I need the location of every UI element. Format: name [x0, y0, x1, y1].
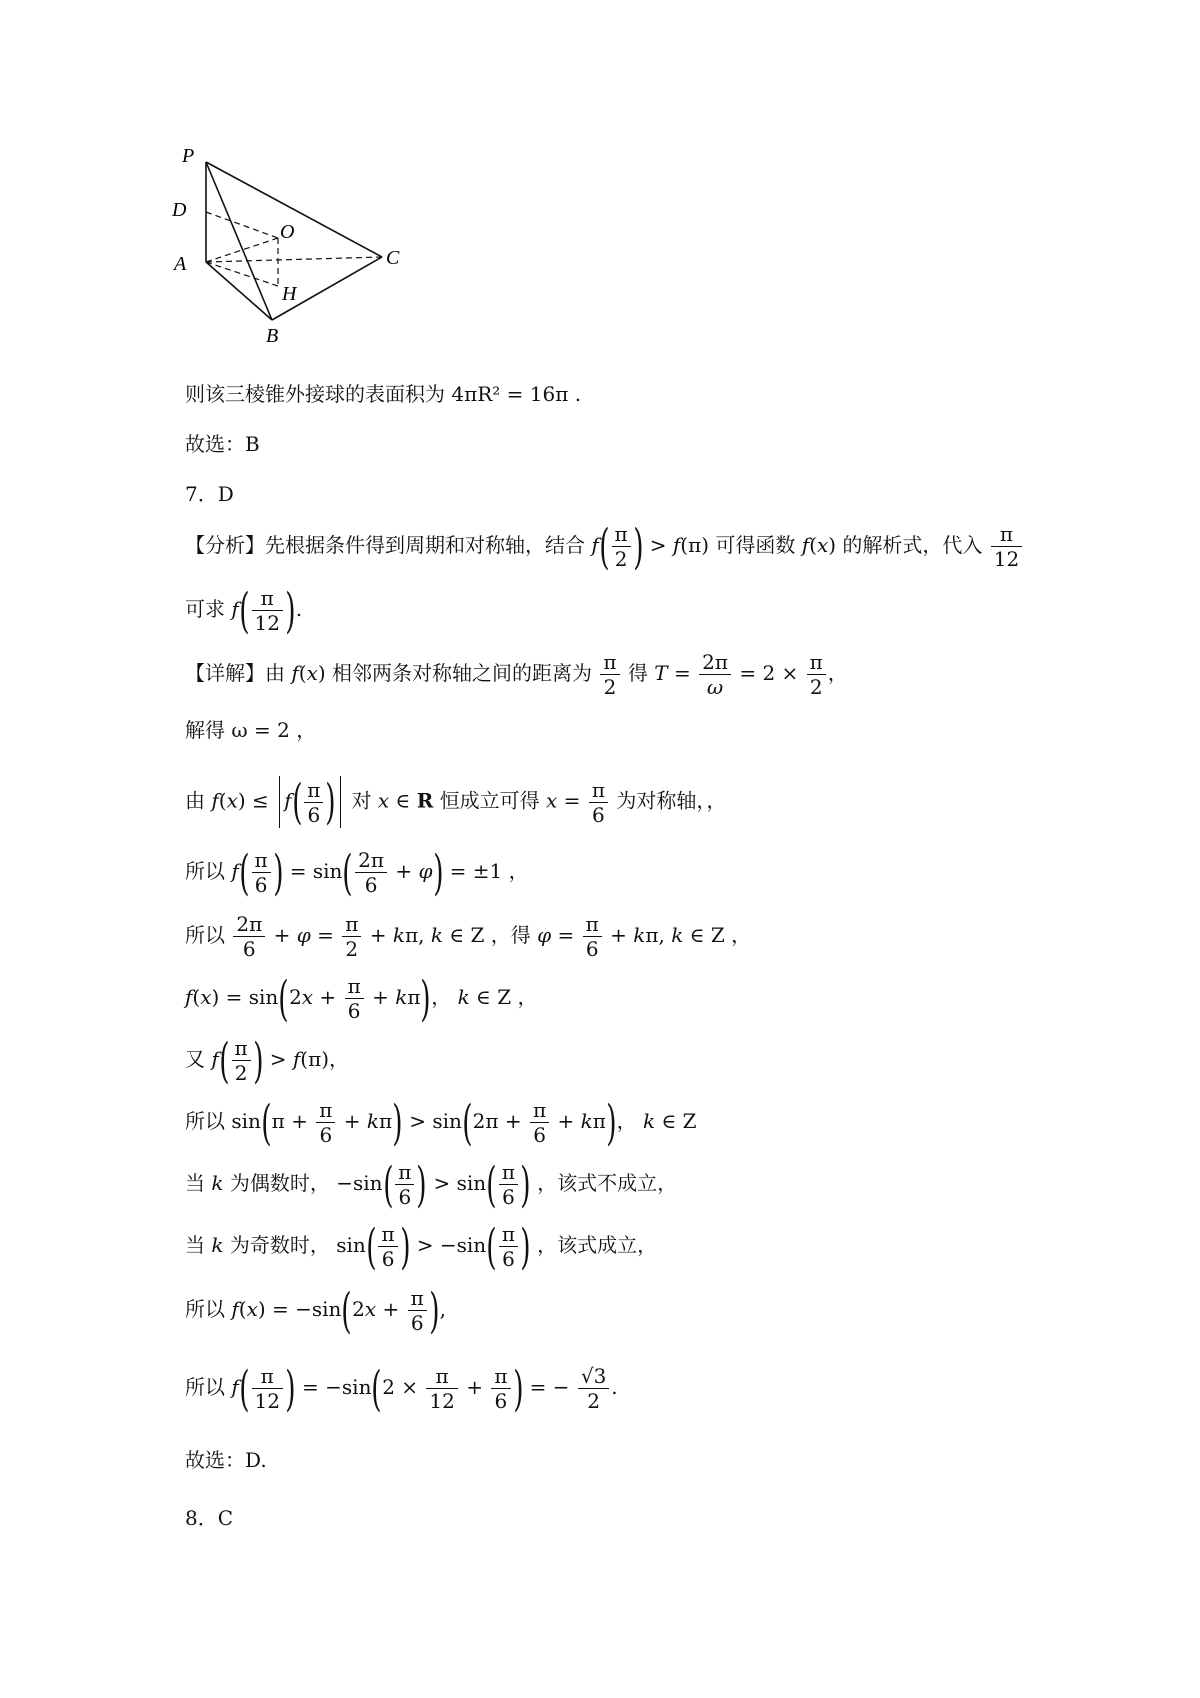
question-number: 7．D	[185, 482, 234, 506]
question-number: 8．C	[185, 1506, 234, 1530]
label-C: C	[386, 247, 400, 269]
label-B: B	[266, 325, 279, 347]
analysis-line: 可求 f( $\frac{\pi}{12}$ ).	[185, 582, 303, 639]
detail-line: 当 k 为奇数时， sin( $\frac{\pi}{6}$ ) > −sin( $\frac{\pi}{6}$ ) ，该式成立，	[185, 1218, 658, 1275]
text-line: 故选：B	[185, 432, 260, 456]
detail-line: 所以 $\frac{2\pi}{6}$ + φ = $\frac{\pi}{2}$ + kπ, k ∈ Z ，得 φ = $\frac{\pi}{6}$ + kπ, k ∈ Z ，	[185, 912, 752, 961]
text-line: 解得 ω = 2 ，	[185, 718, 317, 742]
detail-line: 【详解】由 f(x) 相邻两条对称轴之间的距离为 $\frac{\pi}{2}$ 得 T = $\frac{2\pi}{\omega}$ = 2 × $\frac{\pi}{2}$ ，	[185, 650, 848, 699]
detail-line: f(x) = sin(2x + $\frac{\pi}{6}$ + kπ)， k ∈ Z ，	[185, 970, 538, 1027]
analysis-line: 【分析】先根据条件得到周期和对称轴，结合 f( $\frac{\pi}{2}$ ) > f(π) 可得函数 f(x) 的解析式，代入 $\frac{\pi}{12}$	[185, 522, 1040, 571]
text-line: 则该三棱锥外接球的表面积为 4πR² = 16π .	[185, 382, 582, 406]
detail-line: 又 f( $\frac{\pi}{2}$ ) > f(π)，	[185, 1032, 350, 1089]
text-line: 故选：D.	[185, 1448, 267, 1472]
label-O: O	[280, 221, 295, 243]
tetrahedron-figure	[172, 145, 450, 370]
detail-line: 由 f(x) ≤ f( $\frac{\pi}{6}$ ) 对 x ∈ R 恒成立可得 x = $\frac{\pi}{6}$ 为对称轴，，	[185, 774, 727, 830]
label-D: D	[172, 199, 187, 221]
label-A: A	[174, 253, 187, 275]
detail-line: 所以 f( $\frac{\pi}{6}$ ) = sin( $\frac{2\pi}{6}$ + φ) = ±1 ，	[185, 844, 529, 901]
label-H: H	[282, 283, 297, 305]
detail-line: 所以 f(x) = −sin(2x + $\frac{\pi}{6}$ ),	[185, 1282, 446, 1339]
detail-line: 所以 sin(π + $\frac{\pi}{6}$ + kπ) > sin(2π + $\frac{\pi}{6}$ + kπ)， k ∈ Z	[185, 1094, 697, 1151]
detail-line: 所以 f( $\frac{\pi}{12}$ ) = −sin(2 × $\frac{\pi}{12}$ + $\frac{\pi}{6}$ ) = − $\frac{√3}{2}$ .	[185, 1360, 618, 1417]
detail-line: 当 k 为偶数时， −sin( $\frac{\pi}{6}$ ) > sin( $\frac{\pi}{6}$ ) ，该式不成立，	[185, 1156, 678, 1213]
label-P: P	[182, 145, 195, 167]
